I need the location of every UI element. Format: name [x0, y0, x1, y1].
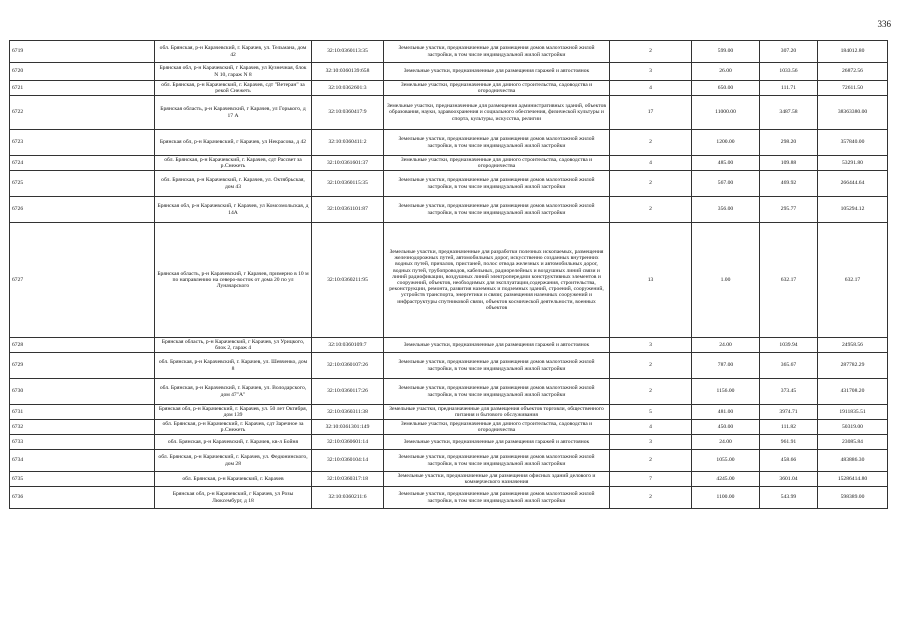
row-address: Брянская обл, р-н Карачевский, г Карачев, ул Розы Люксембург, д 18	[155, 487, 312, 509]
row-number: 6732	[10, 420, 155, 435]
row-cadastral-value: 72611.50	[818, 81, 888, 96]
row-area: 599.00	[692, 41, 760, 63]
row-number: 6728	[10, 338, 155, 353]
row-area: 1.00	[692, 223, 760, 338]
row-number: 6731	[10, 405, 155, 420]
row-use-group: 2	[610, 130, 692, 156]
page-number: 336	[877, 19, 891, 29]
row-address: обл. Брянская, р-н Карачевский, г. Карачев, кв-л Бойня	[155, 435, 312, 450]
row-area: 1200.00	[692, 130, 760, 156]
row-cadastral-value: 53291.80	[818, 156, 888, 171]
row-use-group: 3	[610, 338, 692, 353]
row-cadastral-number: 32:10:0361301:149	[312, 420, 384, 435]
row-specific-value: 307.20	[760, 41, 818, 63]
row-address: Брянская область, р-н Карачевский, г Карачев, примерно в 10 м по направлению на северо-восток от дома 20 по ул Луначарского	[155, 223, 312, 338]
row-number: 6720	[10, 63, 155, 81]
row-address: Брянская область, р-н Карачевский, г Карачев, ул Урицкого, блок 2, гараж 4	[155, 338, 312, 353]
table-row	[10, 81, 888, 96]
row-specific-value: 111.71	[760, 81, 818, 96]
row-number: 6719	[10, 41, 155, 63]
row-area: 1100.00	[692, 487, 760, 509]
row-cadastral-number: 32:10:0361601:37	[312, 156, 384, 171]
table-row	[10, 197, 888, 223]
row-area: 1156.00	[692, 379, 760, 405]
row-cadastral-number: 32:10:0360311:38	[312, 405, 384, 420]
row-permitted-use: Земельные участки, предназначенные для размещения домов малоэтажной жилой застройки, в том числе индивидуальной жилой застройки	[384, 353, 610, 379]
row-permitted-use: Земельные участки, предназначенные для размещения административных зданий, объектов образования, науки, здравоохранения и социального обеспечения, физической культуры и спорта, культуры, искусства, религии	[384, 96, 610, 130]
row-address: обл. Брянская, р-н Карачевский, г. Карачев, ул. Октябрьская, дом 43	[155, 171, 312, 197]
row-specific-value: 1039.94	[760, 338, 818, 353]
row-address: обл. Брянская, р-н Карачевский, г. Карачев, ул. Шевченко, дом 8	[155, 353, 312, 379]
table-row	[10, 63, 888, 81]
row-cadastral-value: 105294.12	[818, 197, 888, 223]
row-cadastral-value: 26872.56	[818, 63, 888, 81]
row-cadastral-number: 32:10:0360115:35	[312, 171, 384, 197]
row-permitted-use: Земельные участки, предназначенные для размещения домов малоэтажной жилой застройки, в том числе индивидуальной жилой застройки	[384, 41, 610, 63]
table-row	[10, 338, 888, 353]
row-specific-value: 632.17	[760, 223, 818, 338]
row-address: обл. Брянская, р-н Карачевский, г. Карачев, сдт "Ветеран" за рекой Снежеть	[155, 81, 312, 96]
row-cadastral-value: 15286414.80	[818, 472, 888, 487]
row-number: 6723	[10, 130, 155, 156]
row-use-group: 17	[610, 96, 692, 130]
row-cadastral-value: 266444.64	[818, 171, 888, 197]
row-permitted-use: Земельные участки, предназначенные для дачного строительства, садоводства и огородничества	[384, 156, 610, 171]
table-row	[10, 353, 888, 379]
row-area: 24.00	[692, 435, 760, 450]
row-permitted-use: Земельные участки, предназначенные для разработки полезных ископаемых, размещения железнодорожных путей, автомобильных дорог, искусственно созданных внутренних водных путей, причалов, пристаней, полос отвода железных и автомобильных дорог, водных путей, трубопроводов, кабельных, радиорелейных и воздушных линий связи и линий радиофикации, воздушных линий электропередачи конструктивных элементов и сооружений, объектов, необходимых для эксплуатации,содержания, строительства, реконструкции, ремонта, развития наземных и подземных зданий, строений, сооружений, устройств транспорта, энергетики и связи; размещения наземных сооружений и инфраструктуры спутниковой связи, объектов космической деятельности, военных объектов	[384, 223, 610, 338]
row-area: 567.00	[692, 171, 760, 197]
row-cadastral-number: 32:10:0360113:35	[312, 41, 384, 63]
row-use-group: 13	[610, 223, 692, 338]
row-address: Брянская обл, р-н Карачевский, г Карачев, ул Комсомольская, д 14А	[155, 197, 312, 223]
row-cadastral-number: 32:10:0362601:3	[312, 81, 384, 96]
row-use-group: 2	[610, 171, 692, 197]
row-specific-value: 3974.71	[760, 405, 818, 420]
row-permitted-use: Земельные участки, предназначенные для дачного строительства, садоводства и огородничества	[384, 81, 610, 96]
row-specific-value: 1033.56	[760, 63, 818, 81]
row-cadastral-number: 32:10:0361101:87	[312, 197, 384, 223]
row-area: 650.00	[692, 81, 760, 96]
row-cadastral-value: 1911835.51	[818, 405, 888, 420]
row-specific-value: 3601.04	[760, 472, 818, 487]
row-cadastral-number: 32:10:0360411:2	[312, 130, 384, 156]
table-row	[10, 156, 888, 171]
cadastral-value-table	[9, 40, 888, 509]
row-use-group: 4	[610, 420, 692, 435]
row-cadastral-value: 632.17	[818, 223, 888, 338]
table-row	[10, 405, 888, 420]
row-number: 6730	[10, 379, 155, 405]
table-row	[10, 472, 888, 487]
row-number: 6735	[10, 472, 155, 487]
row-permitted-use: Земельные участки, предназначенные для размещения домов малоэтажной жилой застройки, в том числе индивидуальной жилой застройки	[384, 379, 610, 405]
row-specific-value: 543.99	[760, 487, 818, 509]
row-use-group: 2	[610, 450, 692, 472]
row-number: 6733	[10, 435, 155, 450]
row-specific-value: 3487.58	[760, 96, 818, 130]
row-address: обл. Брянская, р-н Карачевский, г. Карачев, ул. Володарского, дом 47"А"	[155, 379, 312, 405]
row-address: Брянская обл, р-н Карачевский, г Карачев, ул Кузнечная, блок N 10, гараж N 8	[155, 63, 312, 81]
row-number: 6726	[10, 197, 155, 223]
row-specific-value: 469.92	[760, 171, 818, 197]
row-use-group: 2	[610, 487, 692, 509]
row-number: 6725	[10, 171, 155, 197]
row-area: 24.00	[692, 338, 760, 353]
row-area: 450.00	[692, 420, 760, 435]
row-cadastral-number: 32:10:0360211:6	[312, 487, 384, 509]
row-cadastral-value: 184012.80	[818, 41, 888, 63]
row-specific-value: 458.66	[760, 450, 818, 472]
table-row	[10, 171, 888, 197]
row-address: Брянская обл, р-н Карачевский, г. Карачев, ул. 50 лет Октября, дом 139	[155, 405, 312, 420]
row-cadastral-number: 32:10:0360417:9	[312, 96, 384, 130]
row-cadastral-value: 23085.84	[818, 435, 888, 450]
row-permitted-use: Земельные участки, предназначенные для размещения домов малоэтажной жилой застройки, в том числе индивидуальной жилой застройки	[384, 130, 610, 156]
row-cadastral-value: 598389.00	[818, 487, 888, 509]
row-cadastral-number: 32:10:0360107:26	[312, 353, 384, 379]
row-use-group: 3	[610, 63, 692, 81]
row-cadastral-value: 24958.56	[818, 338, 888, 353]
row-area: 356.00	[692, 197, 760, 223]
table-row	[10, 41, 888, 63]
row-number: 6736	[10, 487, 155, 509]
row-address: обл. Брянская, р-н Карачевский, г. Карачев, сдт Рассвет за р.Снежеть	[155, 156, 312, 171]
row-address: обл. Брянская, р-н Карачевский, г. Карачев, ул. Федюнинского, дом 28	[155, 450, 312, 472]
row-number: 6734	[10, 450, 155, 472]
row-permitted-use: Земельные участки, предназначенные для размещения домов малоэтажной жилой застройки, в том числе индивидуальной жилой застройки	[384, 487, 610, 509]
row-cadastral-value: 357840.00	[818, 130, 888, 156]
row-use-group: 2	[610, 197, 692, 223]
row-use-group: 2	[610, 41, 692, 63]
row-area: 787.00	[692, 353, 760, 379]
row-address: Брянская область, р-н Карачевский, г Карачев, ул Горького, д 17 А	[155, 96, 312, 130]
row-address: обл. Брянская, р-н Карачевский, г. Карачев, сдт Заречное за р.Снежеть	[155, 420, 312, 435]
table-body	[10, 41, 888, 509]
row-cadastral-number: 32:10:0360117:26	[312, 379, 384, 405]
row-cadastral-number: 32:10:0360139:658	[312, 63, 384, 81]
row-specific-value: 109.88	[760, 156, 818, 171]
row-permitted-use: Земельные участки, предназначенные для размещения офисных зданий делового и коммерческого назначения	[384, 472, 610, 487]
row-area: 481.00	[692, 405, 760, 420]
row-use-group: 2	[610, 379, 692, 405]
row-permitted-use: Земельные участки, предназначенные для размещения объектов торговли, общественного питания и бытового обслуживания	[384, 405, 610, 420]
row-cadastral-value: 38363380.00	[818, 96, 888, 130]
table-row	[10, 379, 888, 405]
table-row	[10, 450, 888, 472]
row-permitted-use: Земельные участки, предназначенные для размещения гаражей и автостоянок	[384, 63, 610, 81]
row-specific-value: 365.67	[760, 353, 818, 379]
row-address: Брянская обл, р-н Карачевский, г Карачев, ул Некрасова, д 42	[155, 130, 312, 156]
row-area: 485.00	[692, 156, 760, 171]
row-specific-value: 961.91	[760, 435, 818, 450]
row-permitted-use: Земельные участки, предназначенные для размещения домов малоэтажной жилой застройки, в том числе индивидуальной жилой застройки	[384, 450, 610, 472]
table-row	[10, 435, 888, 450]
table-row	[10, 420, 888, 435]
row-use-group: 2	[610, 353, 692, 379]
row-number: 6724	[10, 156, 155, 171]
row-number: 6722	[10, 96, 155, 130]
row-cadastral-number: 32:10:0360109:7	[312, 338, 384, 353]
row-area: 4245.00	[692, 472, 760, 487]
row-permitted-use: Земельные участки, предназначенные для размещения домов малоэтажной жилой застройки, в том числе индивидуальной жилой застройки	[384, 171, 610, 197]
row-use-group: 7	[610, 472, 692, 487]
row-cadastral-value: 287782.29	[818, 353, 888, 379]
row-cadastral-number: 32:10:0360601:14	[312, 435, 384, 450]
row-specific-value: 111.82	[760, 420, 818, 435]
row-cadastral-value: 483886.30	[818, 450, 888, 472]
row-cadastral-number: 32:10:0360211:95	[312, 223, 384, 338]
row-address: обл. Брянская, р-н Карачевский, г. Карачев	[155, 472, 312, 487]
row-use-group: 4	[610, 81, 692, 96]
row-specific-value: 295.77	[760, 197, 818, 223]
row-specific-value: 298.20	[760, 130, 818, 156]
row-permitted-use: Земельные участки, предназначенные для размещения гаражей и автостоянок	[384, 338, 610, 353]
row-cadastral-number: 32:10:0360317:18	[312, 472, 384, 487]
table-row	[10, 487, 888, 509]
table-row	[10, 223, 888, 338]
row-use-group: 5	[610, 405, 692, 420]
row-cadastral-value: 50319.00	[818, 420, 888, 435]
table-row	[10, 96, 888, 130]
row-area: 26.00	[692, 63, 760, 81]
row-cadastral-number: 32:10:0360104:14	[312, 450, 384, 472]
table-row	[10, 130, 888, 156]
row-use-group: 3	[610, 435, 692, 450]
row-area: 11000.00	[692, 96, 760, 130]
row-cadastral-value: 431708.20	[818, 379, 888, 405]
row-address: обл. Брянская, р-н Карачевский, г. Карачев, ул. Тельмана, дом 42	[155, 41, 312, 63]
row-permitted-use: Земельные участки, предназначенные для размещения гаражей и автостоянок	[384, 435, 610, 450]
row-specific-value: 373.45	[760, 379, 818, 405]
row-number: 6721	[10, 81, 155, 96]
row-area: 1055.00	[692, 450, 760, 472]
row-permitted-use: Земельные участки, предназначенные для размещения домов малоэтажной жилой застройки, в том числе индивидуальной жилой застройки	[384, 197, 610, 223]
row-permitted-use: Земельные участки, предназначенные для дачного строительства, садоводства и огородничества	[384, 420, 610, 435]
row-number: 6729	[10, 353, 155, 379]
row-use-group: 4	[610, 156, 692, 171]
row-number: 6727	[10, 223, 155, 338]
